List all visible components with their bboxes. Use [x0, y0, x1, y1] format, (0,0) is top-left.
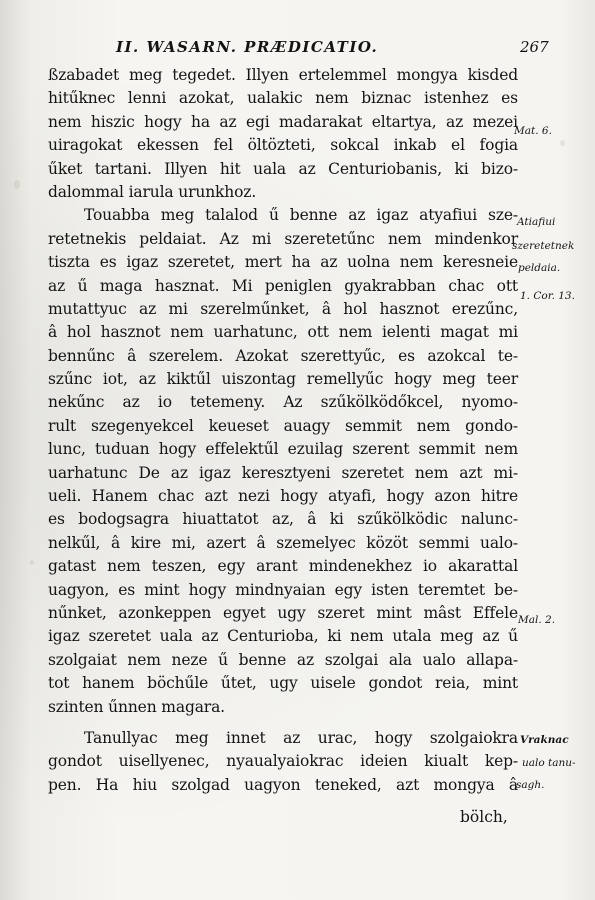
running-title: II. WASARN. PRÆDICATIO.: [116, 38, 379, 56]
text-line: rult szegenyekcel keueset auagy semmit nem gondo-: [48, 416, 518, 435]
page-number: 267: [520, 38, 549, 56]
paper-speck: [14, 180, 20, 189]
margin-note-vraknac: Vraknac: [520, 734, 569, 746]
margin-note-mat6: Mat. 6.: [514, 125, 552, 137]
text-line: uiragokat ekessen fel öltözteti, sokcal inkab el fogia: [48, 136, 518, 155]
text-line: â hol hasznot nem uarhatunc, ott nem ielenti magat mi: [48, 323, 518, 342]
text-line: űket tartani. Illyen hit uala az Centuriobanis, ki bizo-: [48, 159, 518, 178]
catchword: bölch,: [460, 808, 508, 826]
text-line: szinten űnnen magara.: [48, 697, 225, 716]
paper-speck: [30, 560, 34, 565]
text-line: Tanullyac meg innet az urac, hogy szolgaiokra: [84, 728, 518, 747]
text-line: es bodogsagra hiuattatot az, â ki szűkölködic nalunc-: [48, 510, 518, 529]
text-line: nem hiszic hogy ha az egi madarakat eltartya, az mezei: [48, 112, 518, 131]
text-line: nelkűl, â kire mi, azert â szemelyec közöt semmi ualo-: [48, 533, 518, 552]
margin-note-mal: Mal. 2.: [518, 614, 556, 626]
text-line: gondot uisellyenec, nyaualyaiokrac ideien kiualt kep-: [48, 752, 518, 771]
text-line: dalommal iarula urunkhoz.: [48, 182, 257, 201]
text-line: szűnc iot, az kiktűl uiszontag remellyűc hogy meg teer: [48, 370, 518, 389]
text-line: lunc, tuduan hogy effelektűl ezuilag szerent semmit nem: [48, 440, 518, 459]
text-line: gatast nem teszen, egy arant mindenekhez io akarattal: [48, 557, 518, 576]
text-line: nekűnc az io tetemeny. Az szűkölködőkcel, nyomo-: [48, 393, 518, 412]
running-header: [0, 38, 595, 60]
text-line: pen. Ha hiu szolgad uagyon teneked, azt mongya â: [48, 775, 518, 794]
body-text: [48, 64, 518, 797]
margin-note-peldaia: peldaia.: [518, 262, 561, 274]
text-line: nűnket, azonkeppen egyet ugy szeret mint mâst Effele: [48, 603, 518, 622]
text-line: szolgaiat nem neze ű benne az szolgai ala ualo allapa-: [48, 650, 518, 669]
margin-note-szeretetnek: szeretetnek: [512, 240, 575, 252]
margin-note-ualo-tanu: ualo tanu-: [522, 757, 576, 769]
text-line: bennűnc â szerelem. Azokat szerettyűc, es azokcal te-: [48, 346, 518, 365]
text-line: ßzabadet meg tegedet. Illyen ertelemmel mongya kisded: [48, 66, 518, 84]
text-line: uarhatunc De az igaz keresztyeni szeretet nem azt mi-: [48, 463, 518, 482]
text-line: mutattyuc az mi szerelműnket, â hol hasznot erezűnc,: [48, 299, 518, 318]
text-line: uagyon, es mint hogy mindnyaian egy isten teremtet be-: [48, 580, 518, 599]
paper-speck: [560, 140, 565, 146]
text-line: igaz szeretet uala az Centurioba, ki nem utala meg az ű: [48, 627, 518, 646]
text-line: Touabba meg talalod ű benne az igaz atyafiui sze-: [84, 206, 518, 225]
text-line: ueli. Hanem chac azt nezi hogy atyafi, hogy azon hitre: [48, 487, 518, 506]
text-line: tiszta es igaz szeretet, mert ha az uolna nem keresneie: [48, 253, 518, 272]
text-line: az ű maga hasznat. Mi peniglen gyakrabban chac ott: [48, 276, 518, 295]
margin-note-cor: 1. Cor. 13.: [520, 290, 575, 302]
text-line: hitűknec lenni azokat, ualakic nem biznac istenhez es: [48, 89, 518, 108]
text-line: retetnekis peldaiat. Az mi szeretetűnc nem mindenkor: [48, 229, 518, 248]
text-line: tot hanem böchűle űtet, ugy uisele gondot reia, mint: [48, 674, 518, 693]
margin-note-sagh: sagh.: [516, 779, 545, 791]
margin-note-atiafiui: Atiafiui: [517, 216, 556, 228]
paragraph-gap: [48, 719, 518, 727]
